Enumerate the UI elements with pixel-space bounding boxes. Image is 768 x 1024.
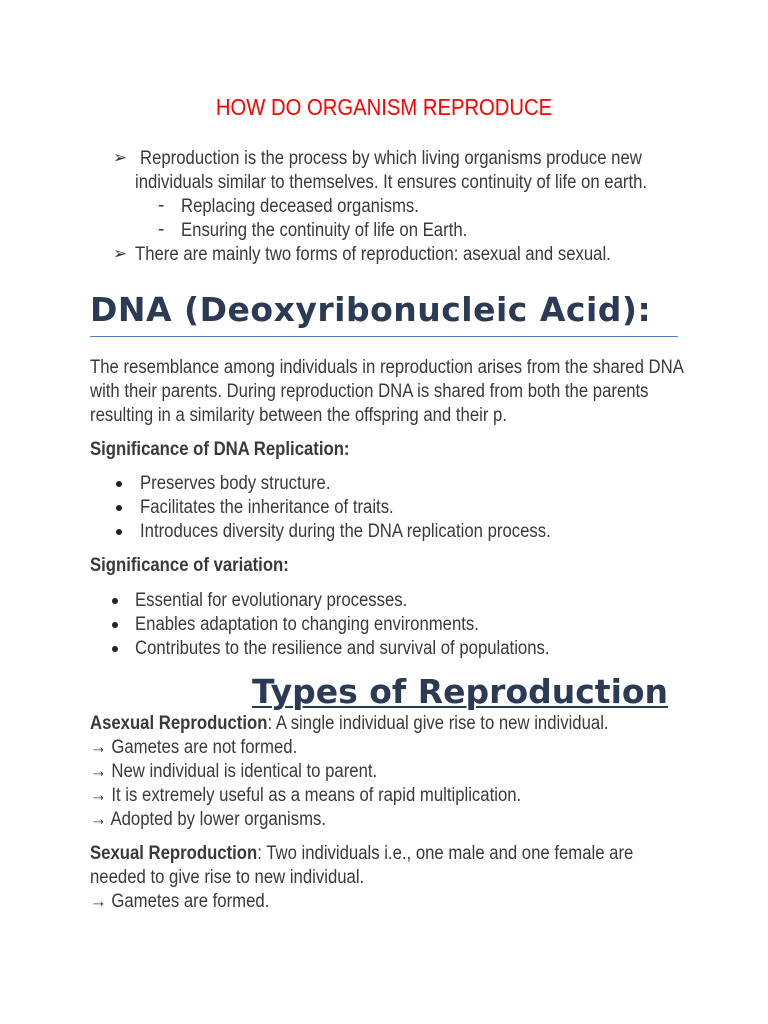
asexual-definition: [90, 712, 609, 736]
dna-paragraph-line-2: with their parents. During reproduction DNA is shared from both the parents: [90, 381, 649, 402]
sexual-definition-line-1: [90, 842, 633, 866]
bullet-dot-icon: [116, 481, 122, 487]
bullet-dot-icon: [112, 622, 118, 628]
dash-bullet-icon: -: [158, 195, 165, 216]
page-title: HOW DO ORGANISM REPRODUCE: [215, 94, 553, 120]
dna-heading: DNA (Deoxyribonucleic Acid):: [90, 290, 652, 329]
bullet-dot-icon: [116, 529, 122, 535]
intro-bullet-1-line-1: Reproduction is the process by which living organisms produce new: [140, 148, 642, 169]
asexual-text: : A single individual give rise to new individual.: [267, 713, 609, 734]
heading-rule: [90, 336, 678, 337]
arrowhead-bullet-icon: ➢: [113, 244, 128, 263]
sexual-text: : Two individuals i.e., one male and one female are: [257, 843, 634, 864]
intro-bullet-2: There are mainly two forms of reproduction: asexual and sexual.: [135, 244, 611, 265]
replication-item: Introduces diversity during the DNA replication process.: [140, 521, 551, 542]
sexual-label: Sexual Reproduction: [90, 843, 258, 864]
types-heading: Types of Reproduction: [252, 672, 669, 711]
bullet-dot-icon: [112, 598, 118, 604]
intro-sub-item-1: Replacing deceased organisms.: [181, 196, 419, 217]
intro-sub-item-2: Ensuring the continuity of life on Earth.: [181, 220, 468, 241]
replication-item: Facilitates the inheritance of traits.: [140, 497, 394, 518]
asexual-label: Asexual Reproduction: [90, 713, 268, 734]
asexual-point: → Gametes are not formed.: [90, 737, 298, 758]
dash-bullet-icon: -: [158, 219, 165, 240]
asexual-point: → Adopted by lower organisms.: [90, 809, 327, 830]
variation-item: Contributes to the resilience and survival of populations.: [135, 638, 550, 659]
variation-item: Enables adaptation to changing environments.: [135, 614, 479, 635]
arrowhead-bullet-icon: ➢: [113, 148, 128, 167]
bullet-dot-icon: [112, 646, 118, 652]
sexual-point: → Gametes are formed.: [90, 891, 270, 912]
dna-paragraph-line-3: resulting in a similarity between the offspring and their p.: [90, 405, 507, 426]
asexual-point: → It is extremely useful as a means of rapid multiplication.: [90, 785, 522, 806]
variation-heading: Significance of variation:: [90, 555, 289, 576]
intro-bullet-1-line-2: individuals similar to themselves. It ensures continuity of life on earth.: [135, 172, 648, 193]
variation-item: Essential for evolutionary processes.: [135, 590, 408, 611]
replication-item: Preserves body structure.: [140, 473, 331, 494]
sexual-definition-line-2: needed to give rise to new individual.: [90, 867, 365, 888]
asexual-point: → New individual is identical to parent.: [90, 761, 378, 782]
bullet-dot-icon: [116, 505, 122, 511]
replication-heading: Significance of DNA Replication:: [90, 439, 350, 460]
dna-paragraph-line-1: The resemblance among individuals in reproduction arises from the shared DNA: [90, 357, 684, 378]
